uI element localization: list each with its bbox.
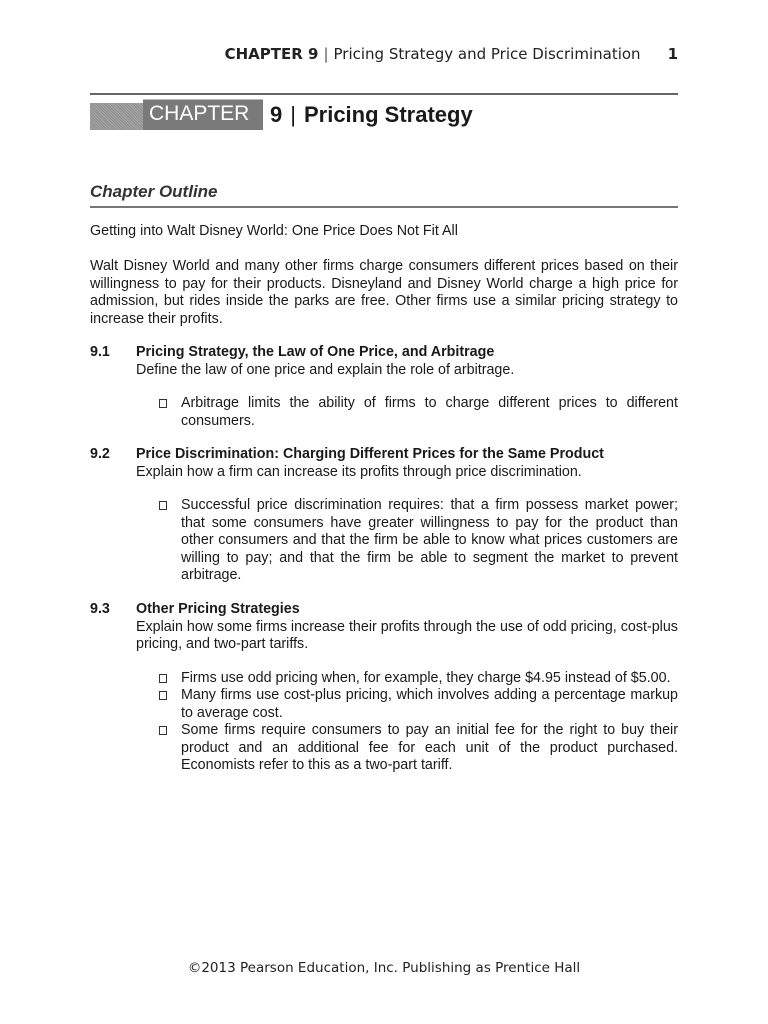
section-9-2	[90, 446, 678, 585]
list-item	[181, 722, 678, 775]
section-9-1	[90, 344, 678, 430]
section-number: 9.3	[90, 601, 110, 617]
section-number: 9.1	[90, 344, 110, 360]
section-objective: Explain how some firms increase their profits through the use of odd pricing, cost-plus pricing, and two-part tariffs.	[136, 618, 678, 652]
square-bullet-icon	[159, 399, 167, 408]
outline-rule	[90, 206, 678, 208]
header-separator: |	[323, 45, 329, 63]
header-chapter-label: CHAPTER 9	[224, 45, 319, 63]
square-bullet-icon	[159, 501, 167, 510]
bullet-text: Some firms require consumers to pay an initial fee for the right to buy their product and an additional fee for each unit of the product purchased. Economists refer to this as a two-part tariff.	[181, 722, 678, 773]
square-bullet-icon	[159, 726, 167, 735]
section-objective: Explain how a firm can increase its profits through price discrimination.	[136, 463, 582, 480]
section-9-3	[90, 601, 678, 775]
section-title: Price Discrimination: Charging Different Prices for the Same Product	[136, 446, 604, 462]
chapter-box-label: CHAPTER	[143, 99, 263, 130]
bullet-text: Arbitrage limits the ability of firms to charge different prices to different consumers.	[181, 395, 678, 429]
chapter-banner-pattern	[90, 103, 143, 130]
bullet-list	[90, 395, 678, 430]
header-title: Pricing Strategy and Price Discrimination	[333, 45, 641, 63]
square-bullet-icon	[159, 674, 167, 683]
intro-paragraph: Walt Disney World and many other firms charge consumers different prices based on their willingness to pay for their products. Disneyland and Disney World charge a high price for admission, but rides inside the parks are free. Other firms use a similar pricing strategy to increase their profits.	[90, 258, 678, 327]
header-rule	[90, 93, 678, 95]
section-number: 9.2	[90, 446, 110, 462]
bullet-list	[90, 670, 678, 775]
list-item	[181, 670, 678, 688]
page-number: 1	[667, 45, 678, 63]
bullet-text: Many firms use cost-plus pricing, which involves adding a percentage markup to average cost.	[181, 687, 678, 721]
chapter-number: 9	[270, 102, 283, 127]
bullet-text: Successful price discrimination requires: that a firm possess market power; that some consumers have greater willingness to pay for the product than other consumers and that the firm be able to know what prices customers are willing to pay; and that the firm be able to segment the market to prevent arbitrage.	[181, 497, 678, 583]
section-title: Pricing Strategy, the Law of One Price, and Arbitrage	[136, 344, 495, 360]
section-objective: Define the law of one price and explain the role of arbitrage.	[136, 361, 515, 378]
copyright-footer: ©2013 Pearson Education, Inc. Publishing as Prentice Hall	[187, 960, 581, 976]
chapter-outline-heading: Chapter Outline	[90, 182, 218, 201]
bullet-text: Firms use odd pricing when, for example, they charge $4.95 instead of $5.00.	[181, 669, 671, 686]
list-item	[181, 687, 678, 722]
running-header	[90, 45, 678, 63]
list-item	[181, 497, 678, 585]
chapter-title-text: Pricing Strategy	[303, 102, 473, 127]
list-item	[181, 395, 678, 430]
chapter-title-separator: |	[290, 102, 296, 127]
section-title: Other Pricing Strategies	[136, 601, 300, 617]
chapter-title	[270, 102, 473, 128]
square-bullet-icon	[159, 691, 167, 700]
intro-title: Getting into Walt Disney World: One Price Does Not Fit All	[90, 223, 458, 239]
bullet-list	[90, 497, 678, 585]
